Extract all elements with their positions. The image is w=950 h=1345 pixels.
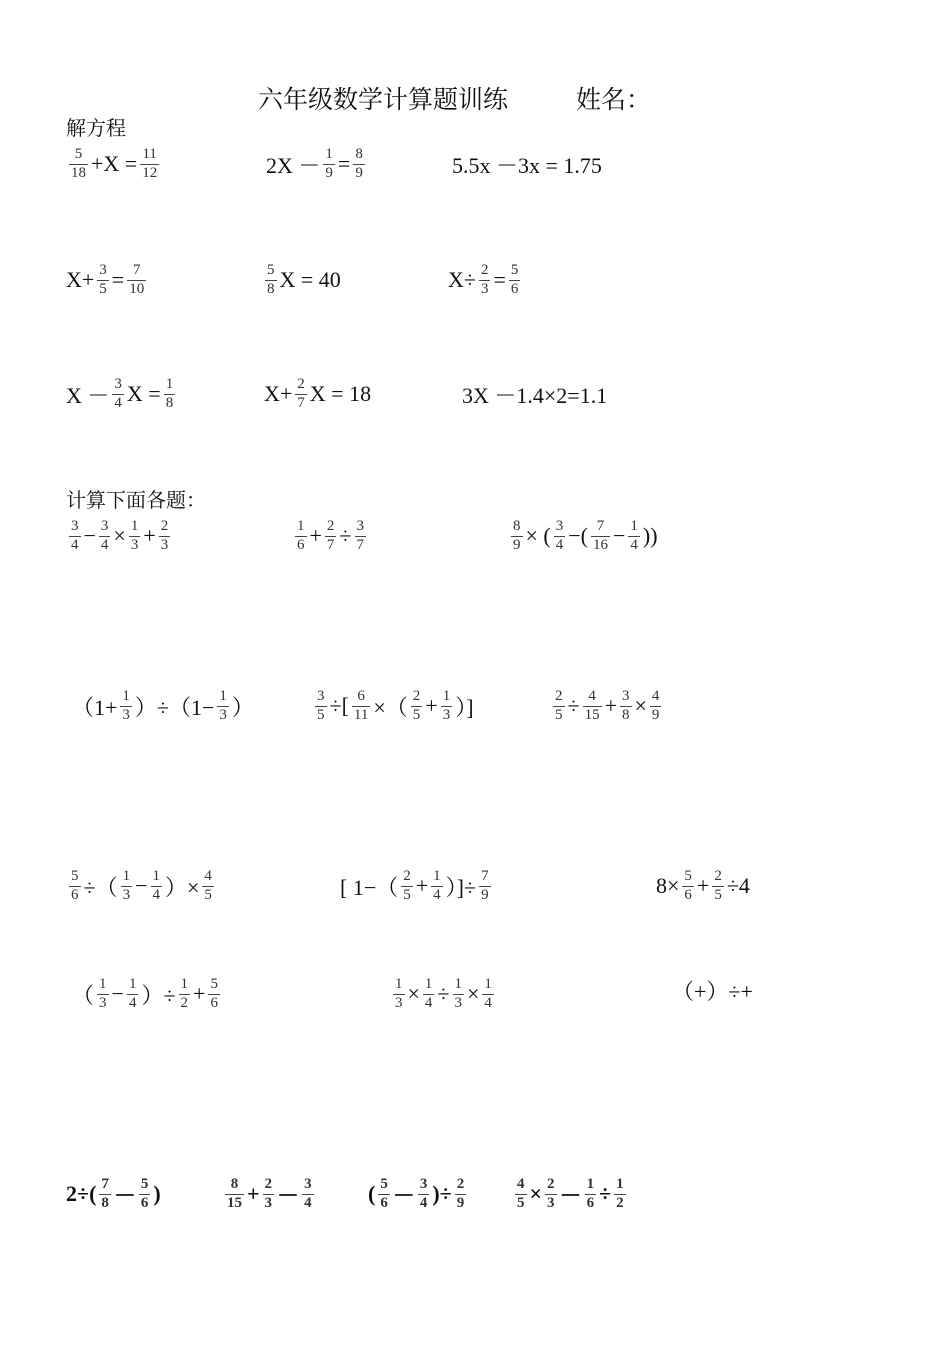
fraction-denominator: 6 — [71, 886, 79, 903]
expression-text: 8× — [656, 873, 680, 898]
fraction-numerator: 8 — [230, 1176, 239, 1193]
fraction-denominator: 4 — [100, 536, 109, 553]
fraction-denominator: 3 — [122, 706, 130, 723]
fraction — [423, 976, 435, 1012]
fraction-denominator: 8 — [165, 394, 174, 411]
fraction — [208, 976, 220, 1012]
expression-text: ÷[ — [329, 693, 349, 718]
fraction-numerator: 2 — [264, 1176, 273, 1193]
expression-text: + — [193, 981, 206, 1006]
equation — [66, 134, 162, 194]
fraction-denominator: 3 — [547, 1194, 555, 1211]
expression-text: 5.5x －3x = 1.75 — [452, 152, 602, 178]
fraction-numerator: 3 — [71, 518, 79, 535]
expression-text: （1+ — [72, 694, 118, 720]
expression-text: ÷ — [437, 981, 450, 1006]
fraction-numerator: 1 — [180, 976, 189, 993]
fraction-denominator: 2 — [180, 994, 189, 1011]
expression-text: = — [337, 151, 351, 176]
fraction-numerator: 2 — [456, 1176, 465, 1193]
fraction-denominator: 3 — [219, 706, 227, 723]
equation — [66, 250, 149, 310]
problem — [72, 964, 223, 1024]
fraction-numerator: 5 — [267, 262, 275, 279]
fraction-denominator: 4 — [128, 994, 137, 1011]
expression-text: + — [415, 873, 429, 898]
fraction-denominator: 4 — [433, 886, 441, 903]
expression-text: X = — [126, 381, 161, 406]
expression-text: ）÷ — [141, 982, 176, 1008]
expression-text: × ( — [525, 523, 551, 548]
fraction-denominator: 3 — [480, 280, 489, 297]
expression-text: [ 1−（ — [340, 874, 399, 900]
expression-text: X = 40 — [279, 267, 341, 292]
fraction-numerator: 8 — [355, 146, 363, 163]
expression-text: （+）÷+ — [672, 978, 753, 1004]
fraction-denominator: 6 — [684, 886, 692, 903]
fraction-denominator: 9 — [325, 164, 333, 181]
fraction — [99, 1176, 111, 1212]
fraction-denominator: 3 — [99, 994, 107, 1011]
fraction-denominator: 3 — [395, 994, 403, 1011]
fraction-denominator: 3 — [442, 706, 451, 723]
fraction-denominator: 6 — [140, 1194, 149, 1211]
expression-text: ）÷（1− — [134, 694, 215, 720]
fraction-denominator: 15 — [584, 706, 600, 723]
fraction-denominator: 10 — [129, 280, 145, 297]
fraction — [315, 688, 327, 724]
problem — [368, 1164, 469, 1224]
fraction-numerator: 1 — [128, 976, 137, 993]
fraction-denominator: 9 — [481, 886, 489, 903]
fraction-numerator: 2 — [547, 1176, 555, 1193]
fraction-numerator: 5 — [71, 868, 79, 885]
problem — [340, 856, 494, 916]
fraction-numerator: 2 — [403, 868, 411, 885]
problem — [312, 676, 474, 736]
fraction-numerator: 1 — [165, 376, 174, 393]
fraction-denominator: 4 — [424, 994, 433, 1011]
fraction-denominator: 8 — [267, 280, 275, 297]
fraction — [323, 146, 335, 182]
worksheet-title: 六年级数学计算题训练 — [258, 87, 509, 114]
expression-text: X+ — [66, 267, 95, 292]
fraction-denominator: 7 — [356, 536, 364, 553]
fraction-numerator: 1 — [219, 688, 227, 705]
fraction — [378, 1176, 390, 1212]
problem — [66, 1164, 161, 1224]
fraction-numerator: 5 — [380, 1176, 388, 1193]
fraction-numerator: 5 — [140, 1176, 149, 1193]
fraction — [121, 868, 133, 904]
expression-text: ÷（ — [83, 874, 118, 900]
fraction — [431, 868, 443, 904]
fraction-denominator: 4 — [630, 536, 638, 553]
fraction — [127, 262, 146, 298]
fraction-numerator: 1 — [130, 518, 139, 535]
fraction — [217, 688, 229, 724]
fraction-denominator: 5 — [403, 886, 411, 903]
fraction — [140, 146, 159, 182]
expression-text: ) — [153, 1181, 161, 1206]
fraction — [441, 688, 453, 724]
fraction-numerator: 3 — [304, 1176, 312, 1193]
fraction — [120, 688, 132, 724]
fraction-denominator: 16 — [592, 536, 608, 553]
fraction — [69, 146, 88, 182]
expression-text: −( — [568, 523, 588, 548]
fraction — [202, 868, 214, 904]
equation — [66, 364, 178, 424]
fraction-numerator: 3 — [356, 518, 364, 535]
expression-text: － — [113, 1182, 136, 1208]
fraction — [225, 1176, 244, 1212]
fraction-numerator: 11 — [142, 146, 157, 163]
fraction-denominator: 9 — [456, 1194, 465, 1211]
expression-text: − — [612, 523, 626, 548]
expression-text: ×（ — [373, 694, 408, 720]
fraction — [545, 1176, 557, 1212]
expression-text: 2÷( — [66, 1181, 97, 1206]
fraction-numerator: 3 — [99, 262, 107, 279]
expression-text: × — [634, 693, 647, 718]
fraction — [164, 376, 176, 412]
fraction-numerator: 1 — [325, 146, 333, 163]
fraction-denominator: 11 — [353, 706, 369, 723]
expression-text: － — [277, 1182, 300, 1208]
fraction — [682, 868, 694, 904]
problem — [72, 676, 254, 736]
fraction-denominator: 8 — [101, 1194, 109, 1211]
fraction — [515, 1176, 527, 1212]
fraction-numerator: 1 — [630, 518, 638, 535]
expression-text: － — [392, 1182, 415, 1208]
fraction — [112, 376, 124, 412]
page-title — [258, 80, 651, 116]
fraction — [179, 976, 191, 1012]
fraction-numerator: 2 — [555, 688, 563, 705]
expression-text: 3X －1.4×2=1.1 — [462, 382, 608, 408]
equation — [452, 134, 602, 194]
fraction — [295, 376, 307, 412]
fraction — [650, 688, 662, 724]
expression-text: − — [83, 523, 96, 548]
fraction-denominator: 3 — [454, 994, 462, 1011]
expression-text: × — [407, 981, 420, 1006]
expression-text: × — [113, 523, 126, 548]
fraction-numerator: 2 — [412, 688, 421, 705]
fraction — [554, 518, 566, 554]
equation — [262, 250, 341, 310]
fraction — [263, 1176, 275, 1212]
fraction — [482, 976, 494, 1012]
fraction-denominator: 9 — [513, 536, 521, 553]
expression-text: （ — [72, 982, 95, 1008]
fraction-denominator: 7 — [326, 536, 335, 553]
expression-text: － — [559, 1182, 582, 1208]
expression-text: = — [493, 267, 506, 292]
fraction-numerator: 1 — [586, 1176, 595, 1193]
fraction-denominator: 4 — [114, 394, 122, 411]
section-label-calculate: 计算下面各题： — [66, 490, 206, 512]
expression-text: ）]÷ — [445, 874, 477, 900]
fraction-numerator: 2 — [480, 262, 489, 279]
expression-text: ）] — [455, 694, 474, 720]
expression-text: ÷ — [339, 523, 352, 548]
fraction-denominator: 3 — [160, 536, 169, 553]
expression-text: = — [111, 267, 125, 292]
problem — [550, 676, 664, 736]
fraction — [411, 688, 423, 724]
expression-text: + — [143, 523, 156, 548]
fraction — [712, 868, 724, 904]
fraction-numerator: 3 — [419, 1176, 428, 1193]
fraction-numerator: 4 — [517, 1176, 525, 1193]
fraction-denominator: 6 — [380, 1194, 388, 1211]
problem — [508, 506, 658, 566]
fraction-denominator: 4 — [555, 536, 564, 553]
fraction — [129, 518, 141, 554]
fraction — [302, 1176, 314, 1212]
fraction-denominator: 3 — [264, 1194, 273, 1211]
expression-text: ） — [231, 694, 254, 720]
fraction-numerator: 4 — [651, 688, 660, 705]
expression-text: × — [529, 1181, 543, 1206]
expression-text: X+ — [264, 381, 293, 406]
fraction-denominator: 6 — [297, 536, 305, 553]
fraction — [620, 688, 632, 724]
fraction-numerator: 6 — [357, 688, 365, 705]
fraction — [159, 518, 171, 554]
fraction-denominator: 18 — [71, 164, 86, 181]
fraction — [97, 976, 109, 1012]
fraction-denominator: 3 — [122, 886, 131, 903]
fraction-numerator: 1 — [395, 976, 403, 993]
equation — [266, 134, 368, 194]
fraction-denominator: 7 — [297, 394, 305, 411]
fraction — [139, 1176, 151, 1212]
fraction-numerator: 3 — [114, 376, 122, 393]
fraction-denominator: 9 — [651, 706, 660, 723]
fraction — [453, 976, 465, 1012]
fraction-numerator: 1 — [122, 868, 131, 885]
expression-text: X = 18 — [309, 381, 372, 406]
fraction — [418, 1176, 430, 1212]
fraction-numerator: 1 — [297, 518, 305, 535]
fraction-denominator: 5 — [99, 280, 107, 297]
fraction-numerator: 5 — [210, 976, 218, 993]
fraction-denominator: 9 — [355, 164, 363, 181]
fraction-denominator: 5 — [204, 886, 212, 903]
fraction-denominator: 6 — [510, 280, 519, 297]
fraction — [99, 518, 111, 554]
fraction-numerator: 2 — [297, 376, 305, 393]
expression-text: + — [247, 1181, 260, 1206]
fraction — [591, 518, 610, 554]
expression-text: + — [696, 873, 710, 898]
fraction-numerator: 7 — [101, 1176, 109, 1193]
fraction — [69, 868, 81, 904]
fraction-numerator: 1 — [433, 868, 441, 885]
fraction-denominator: 4 — [152, 886, 160, 903]
fraction-numerator: 3 — [100, 518, 109, 535]
expression-text: ÷ — [567, 693, 580, 718]
fraction-denominator: 15 — [227, 1194, 242, 1211]
fraction-denominator: 8 — [622, 706, 630, 723]
problem — [222, 1164, 317, 1224]
fraction — [265, 262, 277, 298]
problem — [512, 1164, 629, 1224]
fraction — [352, 688, 370, 724]
fraction-numerator: 4 — [204, 868, 212, 885]
expression-text: ÷ — [599, 1181, 612, 1206]
fraction — [479, 868, 491, 904]
fraction-denominator: 6 — [210, 994, 218, 1011]
fraction-numerator: 7 — [596, 518, 605, 535]
fraction-denominator: 5 — [317, 706, 325, 723]
fraction-denominator: 3 — [130, 536, 139, 553]
fraction-numerator: 1 — [424, 976, 433, 993]
problem — [672, 960, 753, 1020]
fraction — [628, 518, 640, 554]
fraction — [355, 518, 367, 554]
fraction-numerator: 3 — [555, 518, 564, 535]
fraction — [455, 1176, 467, 1212]
fraction-numerator: 1 — [122, 688, 130, 705]
fraction-denominator: 4 — [71, 536, 79, 553]
expression-text: ）× — [165, 874, 200, 900]
expression-text: +X = — [91, 151, 138, 176]
fraction-numerator: 7 — [481, 868, 489, 885]
fraction — [401, 868, 413, 904]
fraction-denominator: 4 — [304, 1194, 312, 1211]
expression-text: )) — [642, 523, 658, 548]
fraction-denominator: 5 — [555, 706, 563, 723]
problem — [390, 964, 497, 1024]
fraction-numerator: 3 — [317, 688, 325, 705]
fraction-numerator: 8 — [513, 518, 521, 535]
fraction — [97, 262, 109, 298]
fraction-numerator: 1 — [152, 868, 160, 885]
fraction-denominator: 5 — [517, 1194, 525, 1211]
expression-text: ( — [368, 1181, 376, 1206]
fraction-numerator: 1 — [99, 976, 107, 993]
fraction-numerator: 2 — [326, 518, 335, 535]
fraction-numerator: 3 — [622, 688, 630, 705]
equation — [264, 364, 371, 424]
fraction-denominator: 12 — [142, 164, 158, 181]
fraction-numerator: 1 — [484, 976, 492, 993]
fraction-denominator: 5 — [714, 886, 722, 903]
fraction-numerator: 1 — [454, 976, 462, 993]
section-label-solve-equations: 解方程 — [66, 118, 126, 140]
fraction — [583, 688, 602, 724]
expression-text: ÷4 — [726, 873, 750, 898]
fraction-numerator: 2 — [714, 868, 722, 885]
expression-text: )÷ — [432, 1181, 452, 1206]
fraction — [295, 518, 307, 554]
fraction — [614, 1176, 626, 1212]
fraction — [511, 518, 523, 554]
fraction — [325, 518, 337, 554]
fraction-denominator: 2 — [616, 1194, 624, 1211]
fraction-numerator: 5 — [510, 262, 519, 279]
fraction-numerator: 1 — [442, 688, 451, 705]
fraction-numerator: 7 — [132, 262, 141, 279]
problem — [292, 506, 369, 566]
fraction-numerator: 5 — [684, 868, 692, 885]
expression-text: + — [604, 693, 617, 718]
fraction-denominator: 5 — [412, 706, 421, 723]
equation — [462, 364, 607, 424]
expression-text: + — [309, 523, 322, 548]
problem — [66, 506, 173, 566]
fraction — [127, 976, 139, 1012]
fraction-denominator: 4 — [419, 1194, 428, 1211]
fraction — [69, 518, 81, 554]
expression-text: − — [111, 981, 124, 1006]
fraction-denominator: 6 — [586, 1194, 595, 1211]
fraction — [353, 146, 365, 182]
fraction — [553, 688, 565, 724]
expression-text: X÷ — [448, 267, 476, 292]
fraction-numerator: 4 — [588, 688, 596, 705]
fraction-numerator: 5 — [74, 146, 83, 163]
expression-text: − — [135, 873, 148, 898]
expression-text: + — [425, 693, 438, 718]
problem — [66, 856, 217, 916]
fraction — [479, 262, 491, 298]
fraction — [585, 1176, 597, 1212]
expression-text: × — [467, 981, 480, 1006]
equation — [448, 250, 523, 310]
fraction — [509, 262, 521, 298]
fraction — [151, 868, 163, 904]
fraction-numerator: 1 — [616, 1176, 624, 1193]
problem — [656, 856, 750, 916]
expression-text: 2X － — [266, 152, 321, 178]
expression-text: X － — [66, 382, 110, 408]
name-label: 姓名： — [576, 87, 652, 114]
fraction — [393, 976, 405, 1012]
fraction-numerator: 2 — [160, 518, 169, 535]
fraction-denominator: 4 — [484, 994, 492, 1011]
